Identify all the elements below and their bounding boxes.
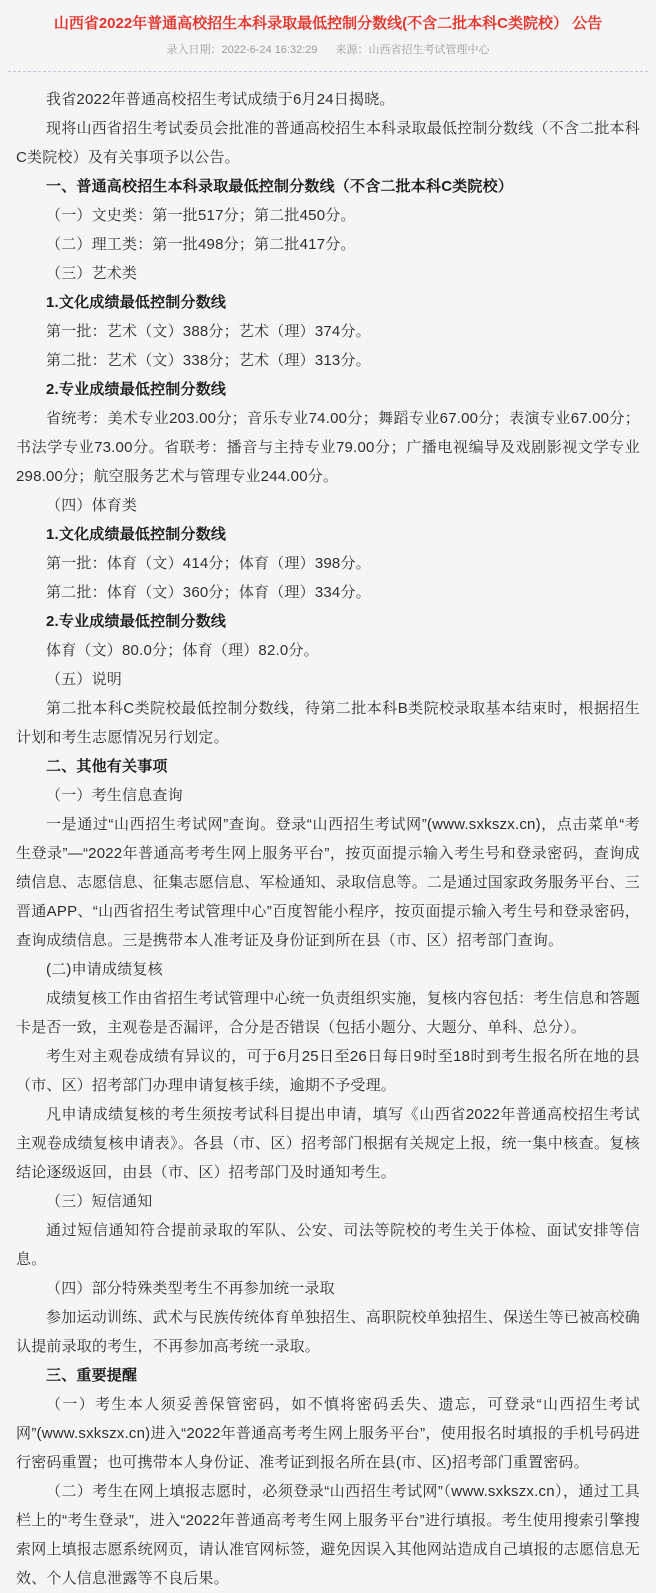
paragraph: 第二批：艺术（文）338分；艺术（理）313分。 bbox=[46, 352, 371, 369]
section-heading: 二、其他有关事项 bbox=[46, 758, 168, 775]
paragraph: 通过短信通知符合提前录取的军队、公安、司法等院校的考生关于体检、面试安排等信息。 bbox=[16, 1222, 640, 1268]
paragraph: 第二批：体育（文）360分；体育（理）334分。 bbox=[46, 584, 371, 601]
section-heading: 一、普通高校招生本科录取最低控制分数线（不含二批本科C类院校） bbox=[46, 178, 514, 195]
section-heading: 2.专业成绩最低控制分数线 bbox=[46, 613, 227, 630]
section-heading: 1.文化成绩最低控制分数线 bbox=[46, 294, 227, 311]
paragraph: （五）说明 bbox=[46, 671, 123, 688]
paragraph: （一）文史类：第一批517分；第二批450分。 bbox=[46, 207, 356, 224]
paragraph: 现将山西省招生考试委员会批准的普通高校招生本科录取最低控制分数线（不含二批本科C类院校）及有关事项予以公告。 bbox=[16, 120, 640, 166]
paragraph: （三）艺术类 bbox=[46, 265, 138, 282]
article-body bbox=[0, 72, 656, 1593]
paragraph: (二)申请成绩复核 bbox=[46, 961, 163, 978]
section-heading: 1.文化成绩最低控制分数线 bbox=[46, 526, 227, 543]
source-label: 来源： bbox=[335, 44, 369, 56]
entry-date-label: 录入日期： bbox=[166, 44, 222, 56]
source-value: 山西省招生考试管理中心 bbox=[368, 44, 490, 56]
paragraph: 我省2022年普通高校招生考试成绩于6月24日揭晓。 bbox=[46, 91, 395, 108]
article-header bbox=[0, 0, 656, 72]
paragraph: 凡申请成绩复核的考生须按考试科目提出申请，填写《山西省2022年普通高校招生考试主观卷成绩复核申请表》。各县（市、区）招考部门根据有关规定上报，统一集中核查。复核结论逐级返回，由县（市、区）招考部门及时通知考生。 bbox=[16, 1106, 640, 1181]
paragraph: 第一批：艺术（文）388分；艺术（理）374分。 bbox=[46, 323, 371, 340]
paragraph: （一）考生信息查询 bbox=[46, 787, 183, 804]
page-title: 山西省2022年普通高校招生本科录取最低控制分数线(不含二批本科C类院校） 公告 bbox=[53, 15, 603, 32]
article-meta bbox=[0, 43, 656, 57]
paragraph: 参加运动训练、武术与民族传统体育单独招生、高职院校单独招生、保送生等已被高校确认提前录取的考生，不再参加高考统一录取。 bbox=[16, 1309, 640, 1355]
entry-date-value: 2022-6-24 16:32:29 bbox=[221, 44, 318, 56]
paragraph: 省统考：美术专业203.00分；音乐专业74.00分；舞蹈专业67.00分；表演专业67.00分；书法学专业73.00分。省联考：播音与主持专业79.00分；广播电视编导及戏剧影视文学专业298.00分；航空服务艺术与管理专业244.00分。 bbox=[16, 410, 640, 485]
paragraph: （一）考生本人须妥善保管密码，如不慎将密码丢失、遗忘，可登录“山西招生考试网”(www.sxkszx.cn)进入“2022年普通高考考生网上服务平台”，使用报名时填报的手机号码进行密码重置；也可携带本人身份证、准考证到报名所在县(市、区)招考部门重置密码。 bbox=[16, 1396, 640, 1471]
paragraph: 第一批：体育（文）414分；体育（理）398分。 bbox=[46, 555, 371, 572]
paragraph: 体育（文）80.0分；体育（理）82.0分。 bbox=[46, 642, 319, 659]
paragraph: 一是通过“山西招生考试网”查询。登录“山西招生考试网”(www.sxkszx.cn)，点击菜单“考生登录”—“2022年普通高考考生网上服务平台”，按页面提示输入考生号和登录密码，查询成绩信息、志愿信息、征集志愿信息、军检通知、录取信息等。二是通过国家政务服务平台、三晋通APP、“山西省招生考试管理中心”百度智能小程序，按页面提示输入考生号和登录密码，查询成绩信息。三是携带本人准考证及身份证到所在县（市、区）招考部门查询。 bbox=[16, 816, 640, 949]
paragraph: （四）体育类 bbox=[46, 497, 138, 514]
paragraph: 考生对主观卷成绩有异议的，可于6月25日至26日每日9时至18时到考生报名所在地的县（市、区）招考部门办理申请复核手续，逾期不予受理。 bbox=[16, 1048, 640, 1094]
paragraph: （二）理工类：第一批498分；第二批417分。 bbox=[46, 236, 356, 253]
paragraph: 第二批本科C类院校最低控制分数线，待第二批本科B类院校录取基本结束时，根据招生计划和考生志愿情况另行划定。 bbox=[16, 700, 640, 746]
paragraph: （二）考生在网上填报志愿时，必须登录“山西招生考试网”（www.sxkszx.cn），通过工具栏上的“考生登录”，进入“2022年普通高考考生网上服务平台”进行填报。考生使用搜索引擎搜索网上填报志愿系统网页，请认准官网标签，避免因误入其他网站造成自己填报的志愿信息无效、个人信息泄露等不良后果。 bbox=[16, 1483, 640, 1587]
section-heading: 三、重要提醒 bbox=[46, 1367, 138, 1384]
paragraph: 成绩复核工作由省招生考试管理中心统一负责组织实施，复核内容包括：考生信息和答题卡是否一致，主观卷是否漏评，合分是否错误（包括小题分、大题分、单科、总分）。 bbox=[16, 990, 640, 1036]
paragraph: （四）部分特殊类型考生不再参加统一录取 bbox=[46, 1280, 335, 1297]
section-heading: 2.专业成绩最低控制分数线 bbox=[46, 381, 227, 398]
paragraph: （三）短信通知 bbox=[46, 1193, 153, 1210]
